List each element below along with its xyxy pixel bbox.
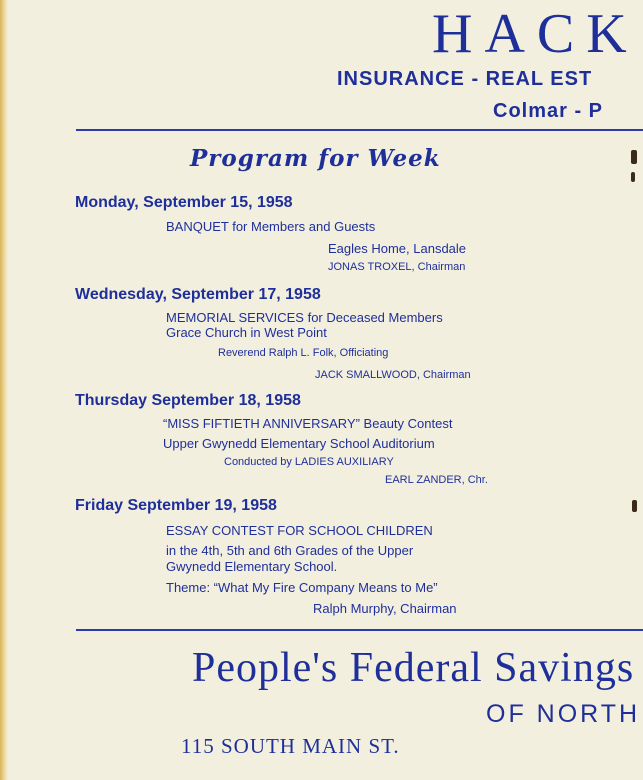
event-line: ESSAY CONTEST FOR SCHOOL CHILDREN — [166, 523, 433, 538]
binding-mark — [631, 150, 637, 164]
insurance-ad-towns: Colmar - P — [493, 100, 604, 122]
event-day-thursday: Thursday September 18, 1958 — [75, 392, 301, 409]
event-line: EARL ZANDER, Chr. — [385, 474, 488, 486]
event-line: Theme: “What My Fire Company Means to Me” — [166, 580, 438, 595]
event-line: in the 4th, 5th and 6th Grades of the Upper — [166, 543, 414, 558]
event-day-friday: Friday September 19, 1958 — [75, 497, 277, 514]
event-day-monday: Monday, September 15, 1958 — [75, 194, 293, 211]
bank-ad-city: OF NORTH — [486, 700, 641, 728]
insurance-ad-name: HACK — [432, 3, 639, 65]
binding-mark — [631, 172, 635, 182]
event-line: Eagles Home, Lansdale — [328, 241, 467, 256]
event-line: JACK SMALLWOOD, Chairman — [315, 369, 471, 381]
event-line: Gwynedd Elementary School. — [166, 559, 338, 574]
event-line: Grace Church in West Point — [166, 325, 327, 340]
event-day-wednesday: Wednesday, September 17, 1958 — [75, 286, 321, 303]
bank-ad-address: 115 SOUTH MAIN ST. — [181, 734, 400, 758]
bank-ad-name: People's Federal Savings — [192, 645, 635, 691]
program-title: Program for Week — [190, 145, 441, 172]
top-rule — [76, 129, 643, 131]
insurance-ad-services: INSURANCE - REAL EST — [337, 68, 593, 90]
event-line: Ralph Murphy, Chairman — [313, 601, 457, 616]
event-line: Reverend Ralph L. Folk, Officiating — [218, 347, 389, 359]
page-edge — [0, 0, 8, 780]
event-line: BANQUET for Members and Guests — [166, 219, 376, 234]
event-line: “MISS FIFTIETH ANNIVERSARY” Beauty Contest — [163, 416, 453, 431]
event-line: Upper Gwynedd Elementary School Auditorium — [163, 436, 435, 451]
event-line: MEMORIAL SERVICES for Deceased Members — [166, 310, 443, 325]
binding-mark — [632, 500, 637, 512]
bottom-rule — [76, 629, 643, 631]
event-line: JONAS TROXEL, Chairman — [328, 261, 466, 273]
event-line: Conducted by LADIES AUXILIARY — [224, 456, 394, 468]
